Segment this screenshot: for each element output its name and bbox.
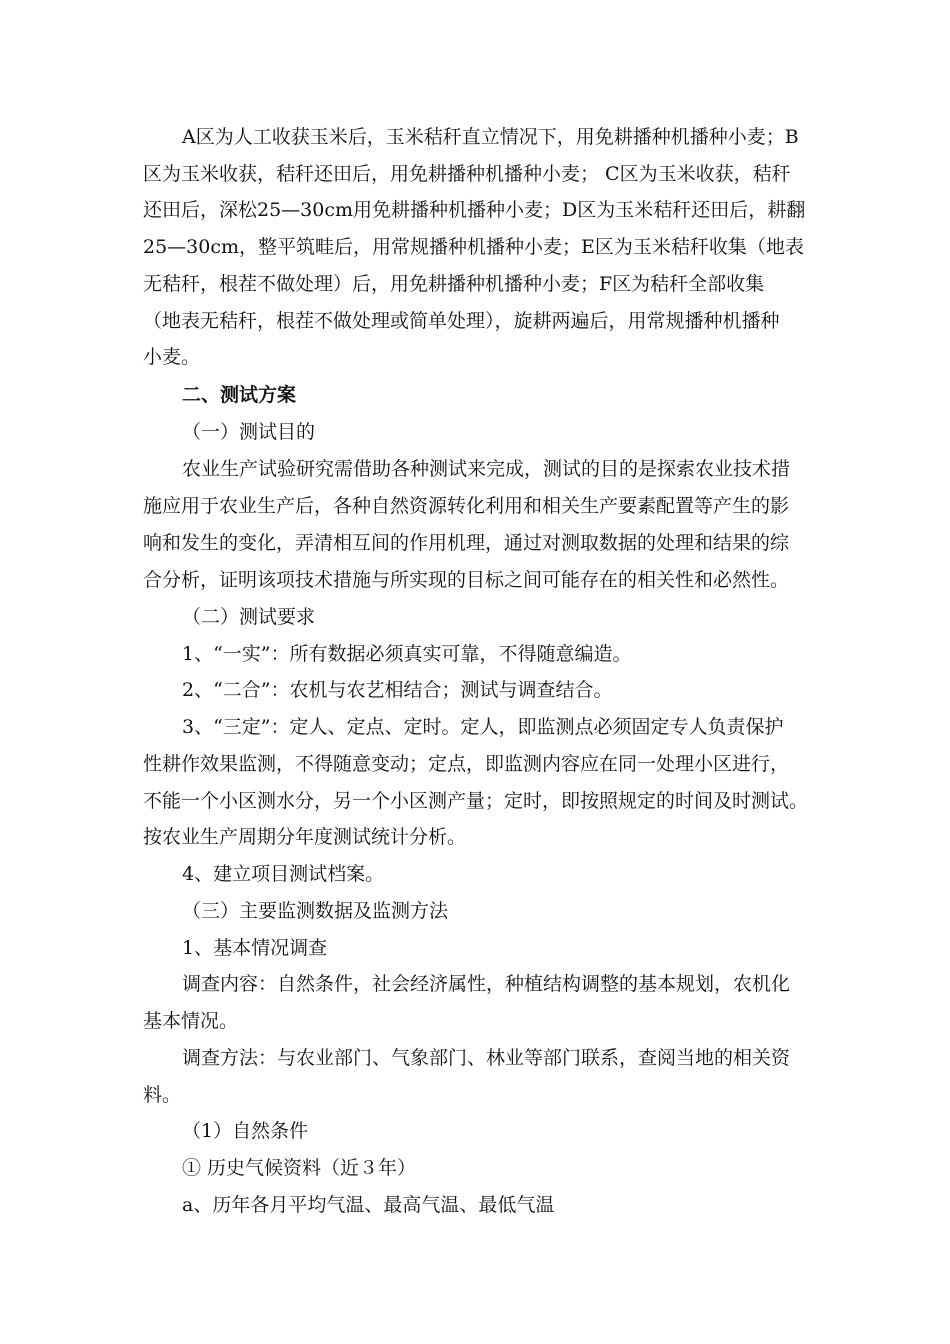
climate-item-a: a、历年各月平均气温、最高气温、最低气温 bbox=[182, 1194, 555, 1216]
survey-content-line-2: 基本情况。 bbox=[143, 1010, 239, 1032]
para2-line-1: 农业生产试验研究需借助各种测试来完成，测试的目的是探索农业技术措 bbox=[182, 458, 791, 480]
para1-line-4: 25—30cm，整平筑畦后，用常规播种机播种小麦；E区为玉米秸秆收集（地表 bbox=[143, 236, 804, 258]
para2-line-3: 响和发生的变化，弄清相互间的作用机理，通过对测取数据的处理和结果的综 bbox=[143, 532, 790, 554]
para1-line-1: A区为人工收获玉米后，玉米秸秆直立情况下，用免耕播种机播种小麦；B bbox=[182, 126, 799, 148]
survey-content-line-1: 调查内容：自然条件，社会经济属性，种植结构调整的基本规划，农机化 bbox=[182, 973, 791, 995]
survey-method-line-2: 料。 bbox=[143, 1084, 182, 1106]
subsection-heading-monitoring: （三）主要监测数据及监测方法 bbox=[182, 900, 449, 922]
para1-line-7: 小麦。 bbox=[143, 346, 201, 368]
requirement-3-line-2: 性耕作效果监测，不得随意变动；定点，即监测内容应在同一处理小区进行， bbox=[143, 753, 790, 775]
climate-data-heading: ① 历史气候资料（近３年） bbox=[182, 1157, 417, 1179]
para1-line-6: （地表无秸秆，根茬不做处理或简单处理），旋耕两遍后，用常规播种机播种 bbox=[143, 310, 780, 332]
requirement-3-line-1: 3、“三定”：定人、定点、定时。定人，即监测点必须固定专人负责保护 bbox=[182, 716, 784, 738]
natural-conditions-heading: （1）自然条件 bbox=[182, 1120, 309, 1142]
subsection-heading-requirements: （二）测试要求 bbox=[182, 606, 316, 628]
item-heading-basic-survey: 1、基本情况调查 bbox=[182, 937, 328, 959]
para1-line-2: 区为玉米收获，秸秆还田后，用免耕播种机播种小麦； C区为玉米收获，秸秆 bbox=[143, 163, 791, 185]
para1-line-5: 无秸秆，根茬不做处理）后，用免耕播种机播种小麦；F区为秸秆全部收集 bbox=[143, 273, 765, 295]
requirement-1: 1、“一实”：所有数据必须真实可靠，不得随意编造。 bbox=[182, 643, 632, 665]
survey-method-line-1: 调查方法：与农业部门、气象部门、林业等部门联系，查阅当地的相关资 bbox=[182, 1047, 791, 1069]
requirement-3-line-4: 按农业生产周期分年度测试统计分析。 bbox=[143, 826, 467, 848]
requirement-4: 4、建立项目测试档案。 bbox=[182, 863, 385, 885]
para1-line-3: 还田后，深松25—30cm用免耕播种机播种小麦；D区为玉米秸秆还田后，耕翻 bbox=[143, 199, 806, 221]
section-heading: 二、测试方案 bbox=[182, 384, 297, 406]
requirement-2: 2、“二合”：农机与农艺相结合；测试与调查结合。 bbox=[182, 679, 613, 701]
para2-line-4: 合分析，证明该项技术措施与所实现的目标之间可能存在的相关性和必然性。 bbox=[143, 569, 790, 591]
requirement-3-line-3: 不能一个小区测水分，另一个小区测产量；定时，即按照规定的时间及时测试。 bbox=[143, 790, 809, 812]
para2-line-2: 施应用于农业生产后，各种自然资源转化利用和相关生产要素配置等产生的影 bbox=[143, 495, 790, 517]
subsection-heading-purpose: （一）测试目的 bbox=[182, 421, 316, 443]
